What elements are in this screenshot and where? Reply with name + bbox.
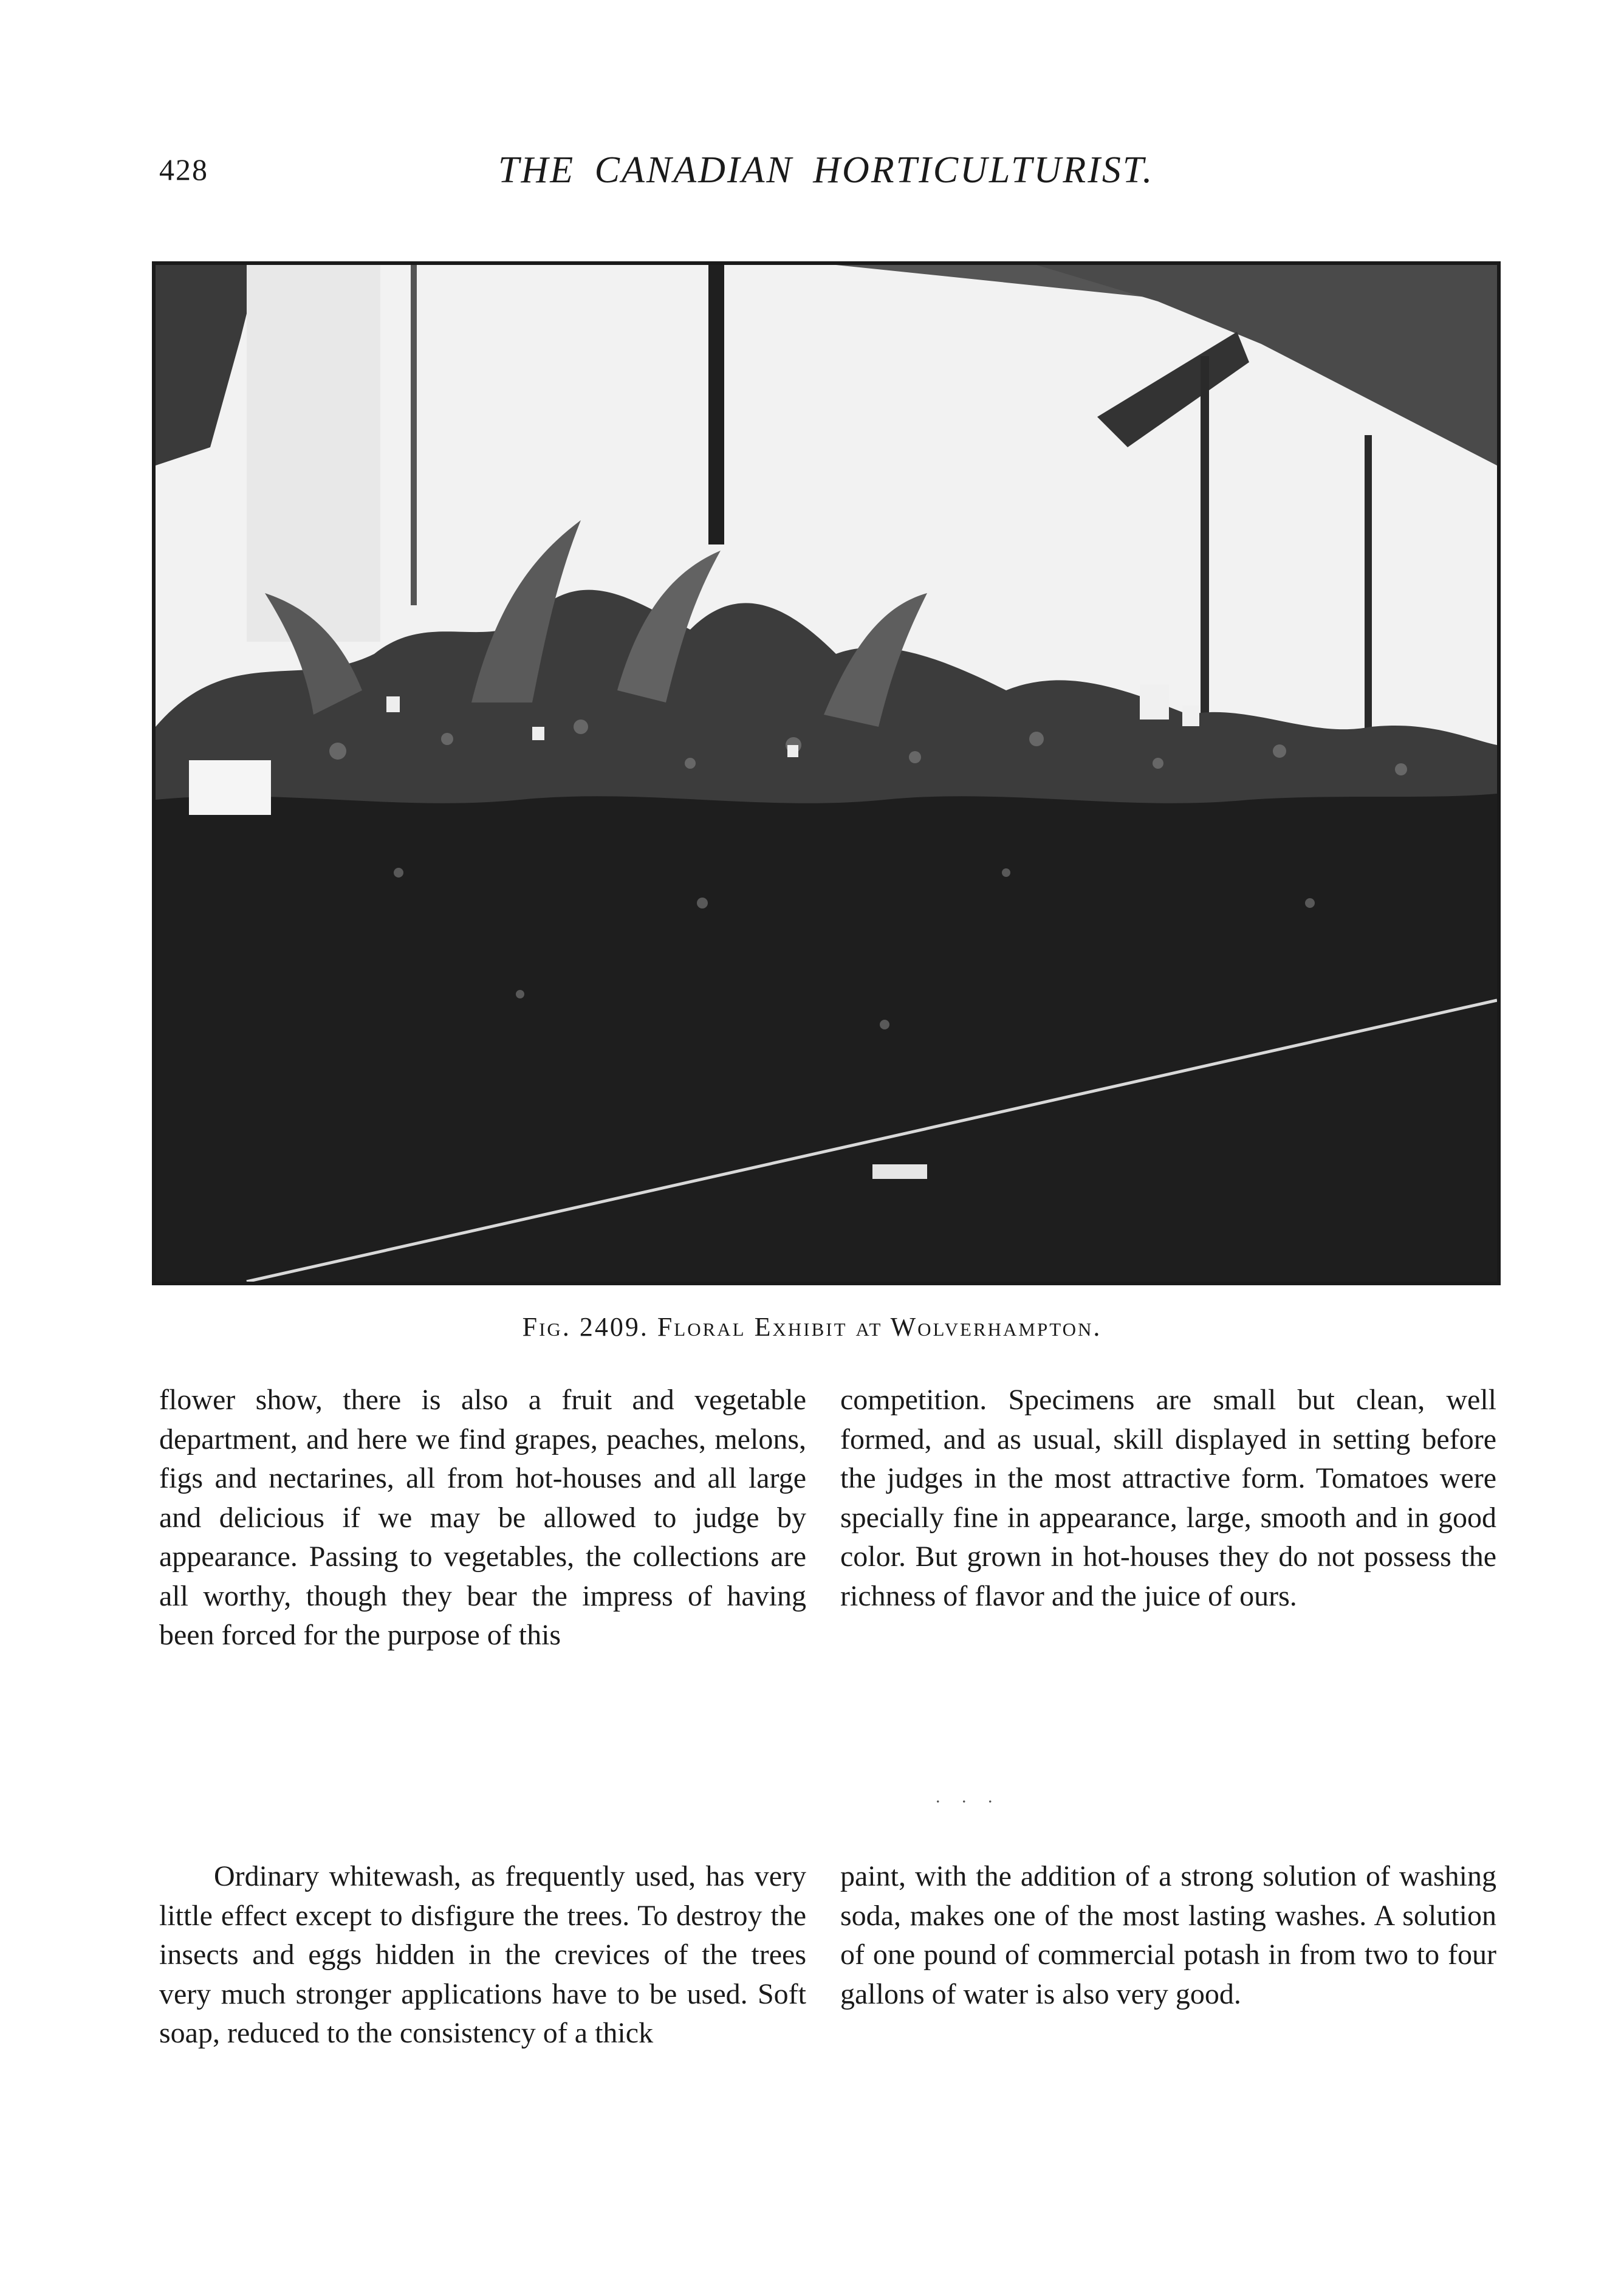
section2-right-column: paint, with the addition of a strong solution of washing soda, makes one of the most lasting washes. A solution of one pound of commercial potash in from two to four gallons of water is also very good. — [840, 1860, 1496, 2010]
figure-caption: Fig. 2409. Floral Exhibit at Wolverhampton. — [522, 1312, 1102, 1342]
section-separator: . . . — [936, 1787, 1001, 1807]
section2-left-column: Ordinary whitewash, as frequently used, has very little effect except to disfigure the trees. To destroy the insects and eggs hidden in the crevices of the trees very much stronger applications have to be used. Soft soap, reduced to the consistency of a thick — [159, 1860, 806, 2049]
photo-illustration — [156, 265, 1497, 1282]
running-head: THE CANADIAN HORTICULTURIST. — [498, 149, 1154, 191]
floral-exhibit-photo — [152, 261, 1501, 1285]
section1-left-column: flower show, there is also a fruit and vegetable department, and here we find grapes, peaches, melons, figs and nectarines, all from hot-houses and all large and delicious if we may be allowed to judge by appearance. Passing to vegetables, the collections are all worthy, though they bear the impress of having been forced for the purpose of this — [159, 1384, 806, 1651]
section1-right-column: competition. Specimens are small but clean, well formed, and as usual, skill displayed in setting before the judges in the most attractive form. Tomatoes were specially fine in appearance, large, smooth and in good color. But grown in hot-houses they do not possess the richness of flavor and the juice of ours. — [840, 1384, 1496, 1612]
page-number: 428 — [159, 153, 208, 187]
